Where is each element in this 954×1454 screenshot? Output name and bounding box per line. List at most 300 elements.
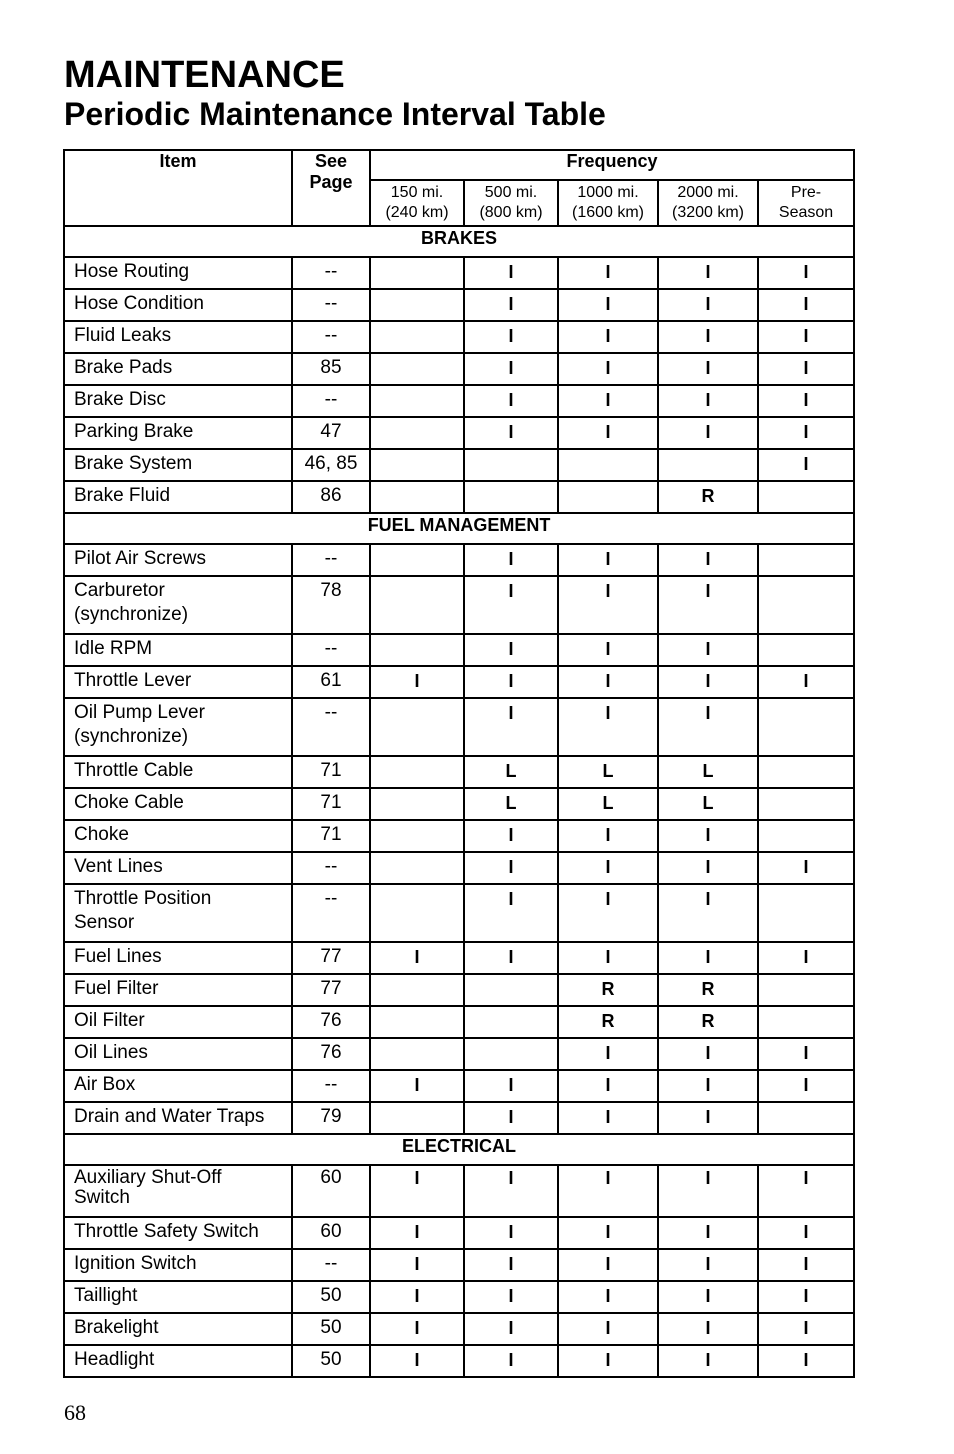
item-name: Idle RPM	[74, 638, 153, 659]
item-name: Sensor	[74, 912, 135, 933]
item-cell	[64, 481, 292, 513]
item-name: Brake Fluid	[74, 485, 171, 506]
see-page-cell: 50	[292, 1281, 370, 1313]
section-title: FUEL MANAGEMENT	[64, 513, 854, 544]
frequency-cell: I	[658, 1313, 758, 1345]
frequency-cell	[758, 820, 854, 852]
table-row	[64, 321, 854, 353]
section-title: ELECTRICAL	[64, 1134, 854, 1165]
interval-line: (1600 km)	[571, 204, 645, 221]
item-cell	[64, 417, 292, 449]
table-row	[64, 942, 854, 974]
frequency-cell	[370, 1038, 464, 1070]
frequency-cell	[758, 884, 854, 942]
frequency-cell: I	[464, 1165, 558, 1217]
frequency-cell: I	[658, 884, 758, 942]
table-row	[64, 1070, 854, 1102]
frequency-cell: I	[464, 884, 558, 942]
frequency-cell: I	[464, 1102, 558, 1134]
frequency-cell: I	[658, 1038, 758, 1070]
see-page-cell: 60	[292, 1165, 370, 1217]
page-subtitle: Periodic Maintenance Interval Table	[64, 96, 606, 132]
frequency-cell: I	[658, 1281, 758, 1313]
item-cell	[64, 449, 292, 481]
frequency-cell: I	[658, 544, 758, 576]
item-name: Brake System	[74, 453, 193, 474]
frequency-cell: I	[370, 942, 464, 974]
item-cell	[64, 576, 292, 634]
interval-header	[558, 180, 658, 226]
frequency-cell: I	[658, 1070, 758, 1102]
interval-line: Season	[778, 204, 834, 221]
frequency-cell: I	[558, 353, 658, 385]
frequency-cell: I	[658, 634, 758, 666]
item-name: Throttle Safety Switch	[74, 1221, 259, 1242]
see-page-cell: --	[292, 385, 370, 417]
column-header-item: Item	[64, 150, 292, 226]
interval-line: (240 km)	[385, 204, 449, 221]
frequency-cell	[758, 481, 854, 513]
item-cell	[64, 852, 292, 884]
see-page-cell: --	[292, 1070, 370, 1102]
frequency-cell: L	[558, 788, 658, 820]
frequency-cell: I	[558, 289, 658, 321]
item-cell	[64, 321, 292, 353]
frequency-cell: I	[658, 1102, 758, 1134]
frequency-cell: I	[464, 634, 558, 666]
frequency-cell: I	[558, 852, 658, 884]
see-page-cell: --	[292, 257, 370, 289]
frequency-cell: I	[370, 1165, 464, 1217]
see-page-cell: 85	[292, 353, 370, 385]
see-page-cell: 71	[292, 756, 370, 788]
item-name: Air Box	[74, 1074, 136, 1095]
frequency-cell: I	[558, 1217, 658, 1249]
table-row	[64, 634, 854, 666]
frequency-cell: I	[558, 1249, 658, 1281]
frequency-cell: I	[464, 257, 558, 289]
frequency-cell	[758, 756, 854, 788]
interval-line: Pre-	[790, 184, 822, 201]
frequency-cell: I	[658, 666, 758, 698]
frequency-cell: I	[558, 417, 658, 449]
frequency-cell: I	[464, 321, 558, 353]
frequency-cell: I	[658, 385, 758, 417]
table-row	[64, 1345, 854, 1377]
item-cell	[64, 257, 292, 289]
frequency-cell: I	[658, 257, 758, 289]
frequency-cell: I	[464, 1313, 558, 1345]
frequency-cell: I	[464, 544, 558, 576]
frequency-cell	[370, 1102, 464, 1134]
frequency-cell	[370, 257, 464, 289]
item-name: Brakelight	[74, 1317, 159, 1338]
frequency-cell	[370, 544, 464, 576]
see-page-cell: --	[292, 1249, 370, 1281]
interval-line: (800 km)	[479, 204, 543, 221]
frequency-cell	[370, 788, 464, 820]
item-name: Choke Cable	[74, 792, 184, 813]
frequency-cell: I	[464, 353, 558, 385]
frequency-cell	[464, 449, 558, 481]
frequency-cell: I	[758, 1070, 854, 1102]
frequency-cell	[370, 974, 464, 1006]
frequency-cell: I	[370, 1070, 464, 1102]
item-cell	[64, 1313, 292, 1345]
item-name: Oil Pump Lever	[74, 702, 205, 723]
frequency-cell: I	[758, 289, 854, 321]
item-cell	[64, 1165, 292, 1217]
section-row	[64, 226, 854, 257]
frequency-cell	[370, 353, 464, 385]
frequency-cell: I	[658, 289, 758, 321]
frequency-cell: I	[758, 257, 854, 289]
item-name: Throttle Lever	[74, 670, 192, 691]
frequency-cell	[464, 1006, 558, 1038]
frequency-cell: I	[558, 820, 658, 852]
maintenance-interval-table	[63, 149, 855, 1378]
table-header	[64, 150, 854, 226]
frequency-cell	[758, 634, 854, 666]
interval-header	[370, 180, 464, 226]
item-name: Choke	[74, 824, 129, 845]
interval-line: (3200 km)	[671, 204, 745, 221]
frequency-cell: I	[464, 698, 558, 756]
table-row	[64, 257, 854, 289]
item-cell	[64, 544, 292, 576]
frequency-cell: I	[758, 1313, 854, 1345]
frequency-cell: I	[658, 698, 758, 756]
item-cell	[64, 1281, 292, 1313]
frequency-cell: I	[758, 1165, 854, 1217]
frequency-cell	[558, 481, 658, 513]
see-page-cell: 76	[292, 1038, 370, 1070]
interval-header	[658, 180, 758, 226]
item-cell	[64, 788, 292, 820]
frequency-cell	[758, 788, 854, 820]
item-cell	[64, 1102, 292, 1134]
frequency-cell: I	[464, 942, 558, 974]
table-row	[64, 1281, 854, 1313]
section-title: BRAKES	[64, 226, 854, 257]
see-page-cell: --	[292, 634, 370, 666]
frequency-cell: I	[758, 321, 854, 353]
frequency-cell: I	[658, 417, 758, 449]
frequency-cell: I	[558, 1281, 658, 1313]
frequency-cell: I	[464, 1217, 558, 1249]
table-row	[64, 1313, 854, 1345]
frequency-cell: I	[370, 1281, 464, 1313]
page-title: MAINTENANCE	[64, 54, 345, 96]
item-name: Hose Condition	[74, 293, 204, 314]
frequency-cell: I	[464, 1249, 558, 1281]
frequency-cell: I	[758, 1345, 854, 1377]
frequency-cell: I	[758, 852, 854, 884]
frequency-cell: I	[558, 666, 658, 698]
frequency-cell: L	[464, 756, 558, 788]
frequency-cell	[370, 321, 464, 353]
frequency-cell: R	[658, 974, 758, 1006]
frequency-cell: I	[464, 1345, 558, 1377]
frequency-cell: I	[464, 1070, 558, 1102]
frequency-cell: R	[658, 481, 758, 513]
frequency-cell: I	[558, 884, 658, 942]
section-row	[64, 1134, 854, 1165]
item-name: Hose Routing	[74, 261, 190, 282]
see-page-cell: --	[292, 544, 370, 576]
item-cell	[64, 820, 292, 852]
frequency-cell: I	[558, 1345, 658, 1377]
frequency-cell: I	[558, 257, 658, 289]
item-cell	[64, 756, 292, 788]
frequency-cell: L	[464, 788, 558, 820]
frequency-cell	[370, 576, 464, 634]
frequency-cell: I	[658, 1165, 758, 1217]
frequency-cell: I	[464, 852, 558, 884]
table-row	[64, 1102, 854, 1134]
see-page-cell: 50	[292, 1345, 370, 1377]
frequency-cell: R	[558, 974, 658, 1006]
frequency-cell	[370, 756, 464, 788]
frequency-cell: I	[558, 634, 658, 666]
item-cell	[64, 289, 292, 321]
see-page-cell: 86	[292, 481, 370, 513]
table-row	[64, 481, 854, 513]
table-body	[64, 226, 854, 1377]
interval-line: 1000 mi.	[577, 184, 639, 201]
frequency-cell	[464, 974, 558, 1006]
item-name: Taillight	[74, 1285, 138, 1306]
item-cell	[64, 1038, 292, 1070]
frequency-cell: I	[464, 289, 558, 321]
item-cell	[64, 884, 292, 942]
frequency-cell: I	[758, 1281, 854, 1313]
see-page-cell: 47	[292, 417, 370, 449]
frequency-cell	[758, 544, 854, 576]
table-row	[64, 756, 854, 788]
item-name: (synchronize)	[74, 726, 189, 747]
table-row	[64, 544, 854, 576]
frequency-cell	[370, 1006, 464, 1038]
frequency-cell: I	[464, 385, 558, 417]
see-page-cell: --	[292, 289, 370, 321]
interval-line: 500 mi.	[484, 184, 538, 201]
see-page-cell: 71	[292, 820, 370, 852]
item-cell	[64, 942, 292, 974]
item-name: Ignition Switch	[74, 1253, 197, 1274]
column-header-see-page: See Page	[292, 150, 370, 226]
frequency-cell: I	[558, 544, 658, 576]
item-cell	[64, 698, 292, 756]
table-row	[64, 417, 854, 449]
frequency-cell: I	[658, 1345, 758, 1377]
frequency-cell	[370, 698, 464, 756]
see-page-cell: 60	[292, 1217, 370, 1249]
frequency-cell: I	[658, 1249, 758, 1281]
see-page-cell: --	[292, 321, 370, 353]
frequency-cell	[758, 576, 854, 634]
frequency-cell: I	[558, 1038, 658, 1070]
frequency-cell	[370, 449, 464, 481]
item-name: Oil Lines	[74, 1042, 148, 1063]
frequency-cell	[370, 385, 464, 417]
item-name: Switch	[74, 1187, 130, 1208]
frequency-cell	[370, 884, 464, 942]
frequency-cell: I	[370, 1345, 464, 1377]
frequency-cell: I	[758, 417, 854, 449]
frequency-cell	[370, 481, 464, 513]
item-name: Oil Filter	[74, 1010, 145, 1031]
frequency-cell: I	[558, 385, 658, 417]
table-row	[64, 1006, 854, 1038]
item-name: Fuel Lines	[74, 946, 162, 967]
frequency-cell	[464, 481, 558, 513]
frequency-cell	[658, 449, 758, 481]
table-row	[64, 1038, 854, 1070]
frequency-cell: I	[370, 666, 464, 698]
frequency-cell: I	[758, 353, 854, 385]
table-row	[64, 1165, 854, 1217]
frequency-cell: I	[658, 942, 758, 974]
frequency-cell: I	[758, 942, 854, 974]
frequency-cell: L	[558, 756, 658, 788]
see-page-cell: 46, 85	[292, 449, 370, 481]
item-name: Auxiliary Shut-Off	[74, 1167, 222, 1188]
table-row	[64, 884, 854, 942]
table-row	[64, 698, 854, 756]
item-name: Throttle Cable	[74, 760, 194, 781]
frequency-cell: I	[464, 1281, 558, 1313]
see-page-cell: 77	[292, 974, 370, 1006]
frequency-cell: I	[370, 1313, 464, 1345]
item-name: Brake Disc	[74, 389, 166, 410]
frequency-cell: I	[558, 576, 658, 634]
table-row	[64, 1249, 854, 1281]
item-name: Carburetor	[74, 580, 165, 601]
frequency-cell	[370, 852, 464, 884]
frequency-cell: I	[558, 321, 658, 353]
item-name: Parking Brake	[74, 421, 194, 442]
table-row	[64, 666, 854, 698]
frequency-cell: L	[658, 788, 758, 820]
frequency-cell: I	[464, 820, 558, 852]
frequency-cell: I	[558, 1165, 658, 1217]
frequency-cell: I	[558, 1070, 658, 1102]
item-cell	[64, 1070, 292, 1102]
frequency-cell: I	[758, 1249, 854, 1281]
frequency-cell: I	[558, 942, 658, 974]
table-row	[64, 576, 854, 634]
frequency-cell	[758, 1006, 854, 1038]
see-page-cell: 77	[292, 942, 370, 974]
see-page-cell: 78	[292, 576, 370, 634]
frequency-cell: I	[370, 1217, 464, 1249]
item-name: Vent Lines	[74, 856, 163, 877]
frequency-cell: I	[558, 1102, 658, 1134]
frequency-cell: I	[758, 666, 854, 698]
frequency-cell: I	[758, 1217, 854, 1249]
table-row	[64, 788, 854, 820]
page-number: 68	[64, 1400, 86, 1425]
frequency-cell	[370, 289, 464, 321]
table-row	[64, 385, 854, 417]
item-name: Pilot Air Screws	[74, 548, 206, 569]
frequency-cell: I	[370, 1249, 464, 1281]
item-name: Fluid Leaks	[74, 325, 172, 346]
frequency-cell: L	[658, 756, 758, 788]
frequency-cell: I	[758, 1038, 854, 1070]
frequency-cell: I	[658, 576, 758, 634]
frequency-cell	[558, 449, 658, 481]
interval-line: 150 mi.	[390, 184, 444, 201]
frequency-cell	[758, 698, 854, 756]
item-cell	[64, 634, 292, 666]
item-name: (synchronize)	[74, 604, 189, 625]
frequency-cell	[758, 1102, 854, 1134]
frequency-cell	[370, 820, 464, 852]
see-page-cell: 50	[292, 1313, 370, 1345]
see-page-cell: --	[292, 852, 370, 884]
frequency-cell: I	[658, 820, 758, 852]
interval-header	[758, 180, 854, 226]
frequency-cell: I	[658, 852, 758, 884]
frequency-cell	[464, 1038, 558, 1070]
item-cell	[64, 974, 292, 1006]
frequency-cell: I	[658, 321, 758, 353]
see-page-cell: --	[292, 884, 370, 942]
table-row	[64, 1217, 854, 1249]
table-row	[64, 820, 854, 852]
frequency-cell: I	[464, 576, 558, 634]
item-name: Throttle Position	[74, 888, 212, 909]
section-row	[64, 513, 854, 544]
item-cell	[64, 1006, 292, 1038]
interval-line: 2000 mi.	[677, 184, 739, 201]
see-page-cell: 61	[292, 666, 370, 698]
see-page-cell: 71	[292, 788, 370, 820]
item-name: Drain and Water Traps	[74, 1106, 265, 1127]
item-cell	[64, 1217, 292, 1249]
item-cell	[64, 666, 292, 698]
item-cell	[64, 1345, 292, 1377]
frequency-cell: I	[558, 1313, 658, 1345]
frequency-cell: R	[658, 1006, 758, 1038]
item-cell	[64, 385, 292, 417]
frequency-cell	[370, 634, 464, 666]
see-page-cell: 79	[292, 1102, 370, 1134]
frequency-cell	[758, 974, 854, 1006]
see-page-cell: --	[292, 698, 370, 756]
frequency-cell: I	[758, 385, 854, 417]
table-row	[64, 974, 854, 1006]
frequency-cell	[370, 417, 464, 449]
table-row	[64, 353, 854, 385]
table-row	[64, 449, 854, 481]
item-cell	[64, 1249, 292, 1281]
item-cell	[64, 353, 292, 385]
frequency-cell: I	[464, 666, 558, 698]
table-row	[64, 852, 854, 884]
frequency-cell: I	[464, 417, 558, 449]
item-name: Headlight	[74, 1349, 155, 1370]
item-name: Brake Pads	[74, 357, 173, 378]
frequency-cell: I	[658, 353, 758, 385]
see-page-cell: 76	[292, 1006, 370, 1038]
frequency-cell: I	[558, 698, 658, 756]
frequency-cell: I	[758, 449, 854, 481]
frequency-cell: I	[658, 1217, 758, 1249]
interval-header	[464, 180, 558, 226]
